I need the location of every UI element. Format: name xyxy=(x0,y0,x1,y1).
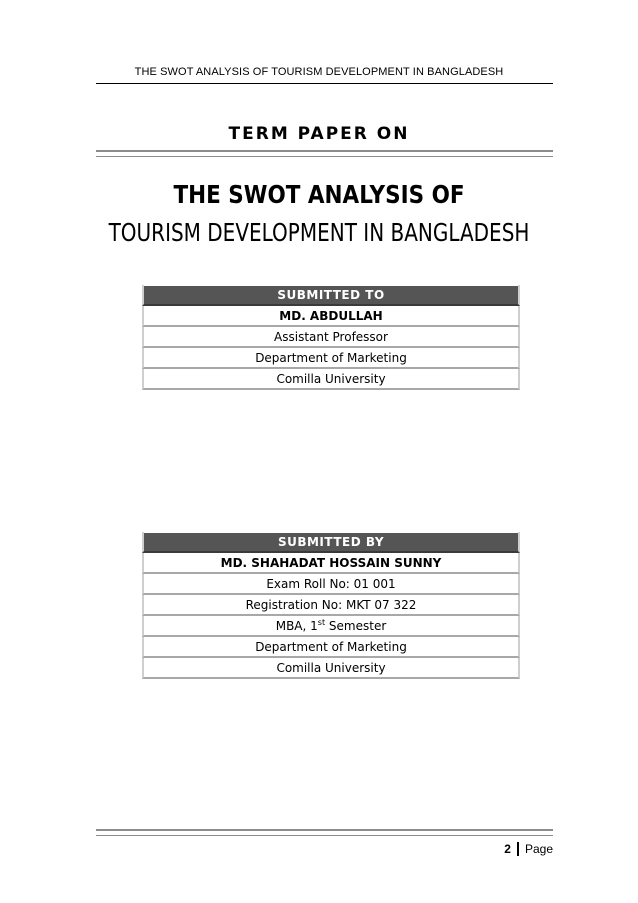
semester-ordinal: st xyxy=(317,617,326,627)
semester-prefix: MBA, 1 xyxy=(275,618,318,633)
page-number: 2 xyxy=(504,842,511,856)
supervisor-designation: Assistant Professor xyxy=(142,327,520,348)
submitted-by-heading: SUBMITTED BY xyxy=(142,532,520,553)
student-department: Department of Marketing xyxy=(142,637,520,658)
page-label: Page xyxy=(524,842,553,856)
paper-title-line-2: TOURISM DEVELOPMENT IN BANGLADESH xyxy=(108,218,530,247)
program-semester xyxy=(142,616,520,637)
student-name: MD. SHAHADAT HOSSAIN SUNNY xyxy=(142,553,520,574)
page-number-footer xyxy=(504,842,553,856)
page-separator xyxy=(517,842,519,856)
student-university: Comilla University xyxy=(142,658,520,679)
term-paper-heading: TERM PAPER ON xyxy=(228,124,410,144)
submitted-by-table xyxy=(142,532,520,679)
supervisor-name: MD. ABDULLAH xyxy=(142,306,520,327)
paper-title-line-1: THE SWOT ANALYSIS OF xyxy=(173,180,465,209)
supervisor-department: Department of Marketing xyxy=(142,348,520,369)
header-divider xyxy=(96,83,553,84)
semester-suffix: Semester xyxy=(325,618,387,633)
footer-divider xyxy=(96,829,553,836)
exam-roll: Exam Roll No: 01 001 xyxy=(142,574,520,595)
running-header: THE SWOT ANALYSIS OF TOURISM DEVELOPMENT IN BANGLADESH xyxy=(134,66,504,78)
submitted-to-heading: SUBMITTED TO xyxy=(142,285,520,306)
supervisor-university: Comilla University xyxy=(142,369,520,390)
heading-divider xyxy=(96,150,553,157)
submitted-to-table xyxy=(142,285,520,390)
registration-number: Registration No: MKT 07 322 xyxy=(142,595,520,616)
